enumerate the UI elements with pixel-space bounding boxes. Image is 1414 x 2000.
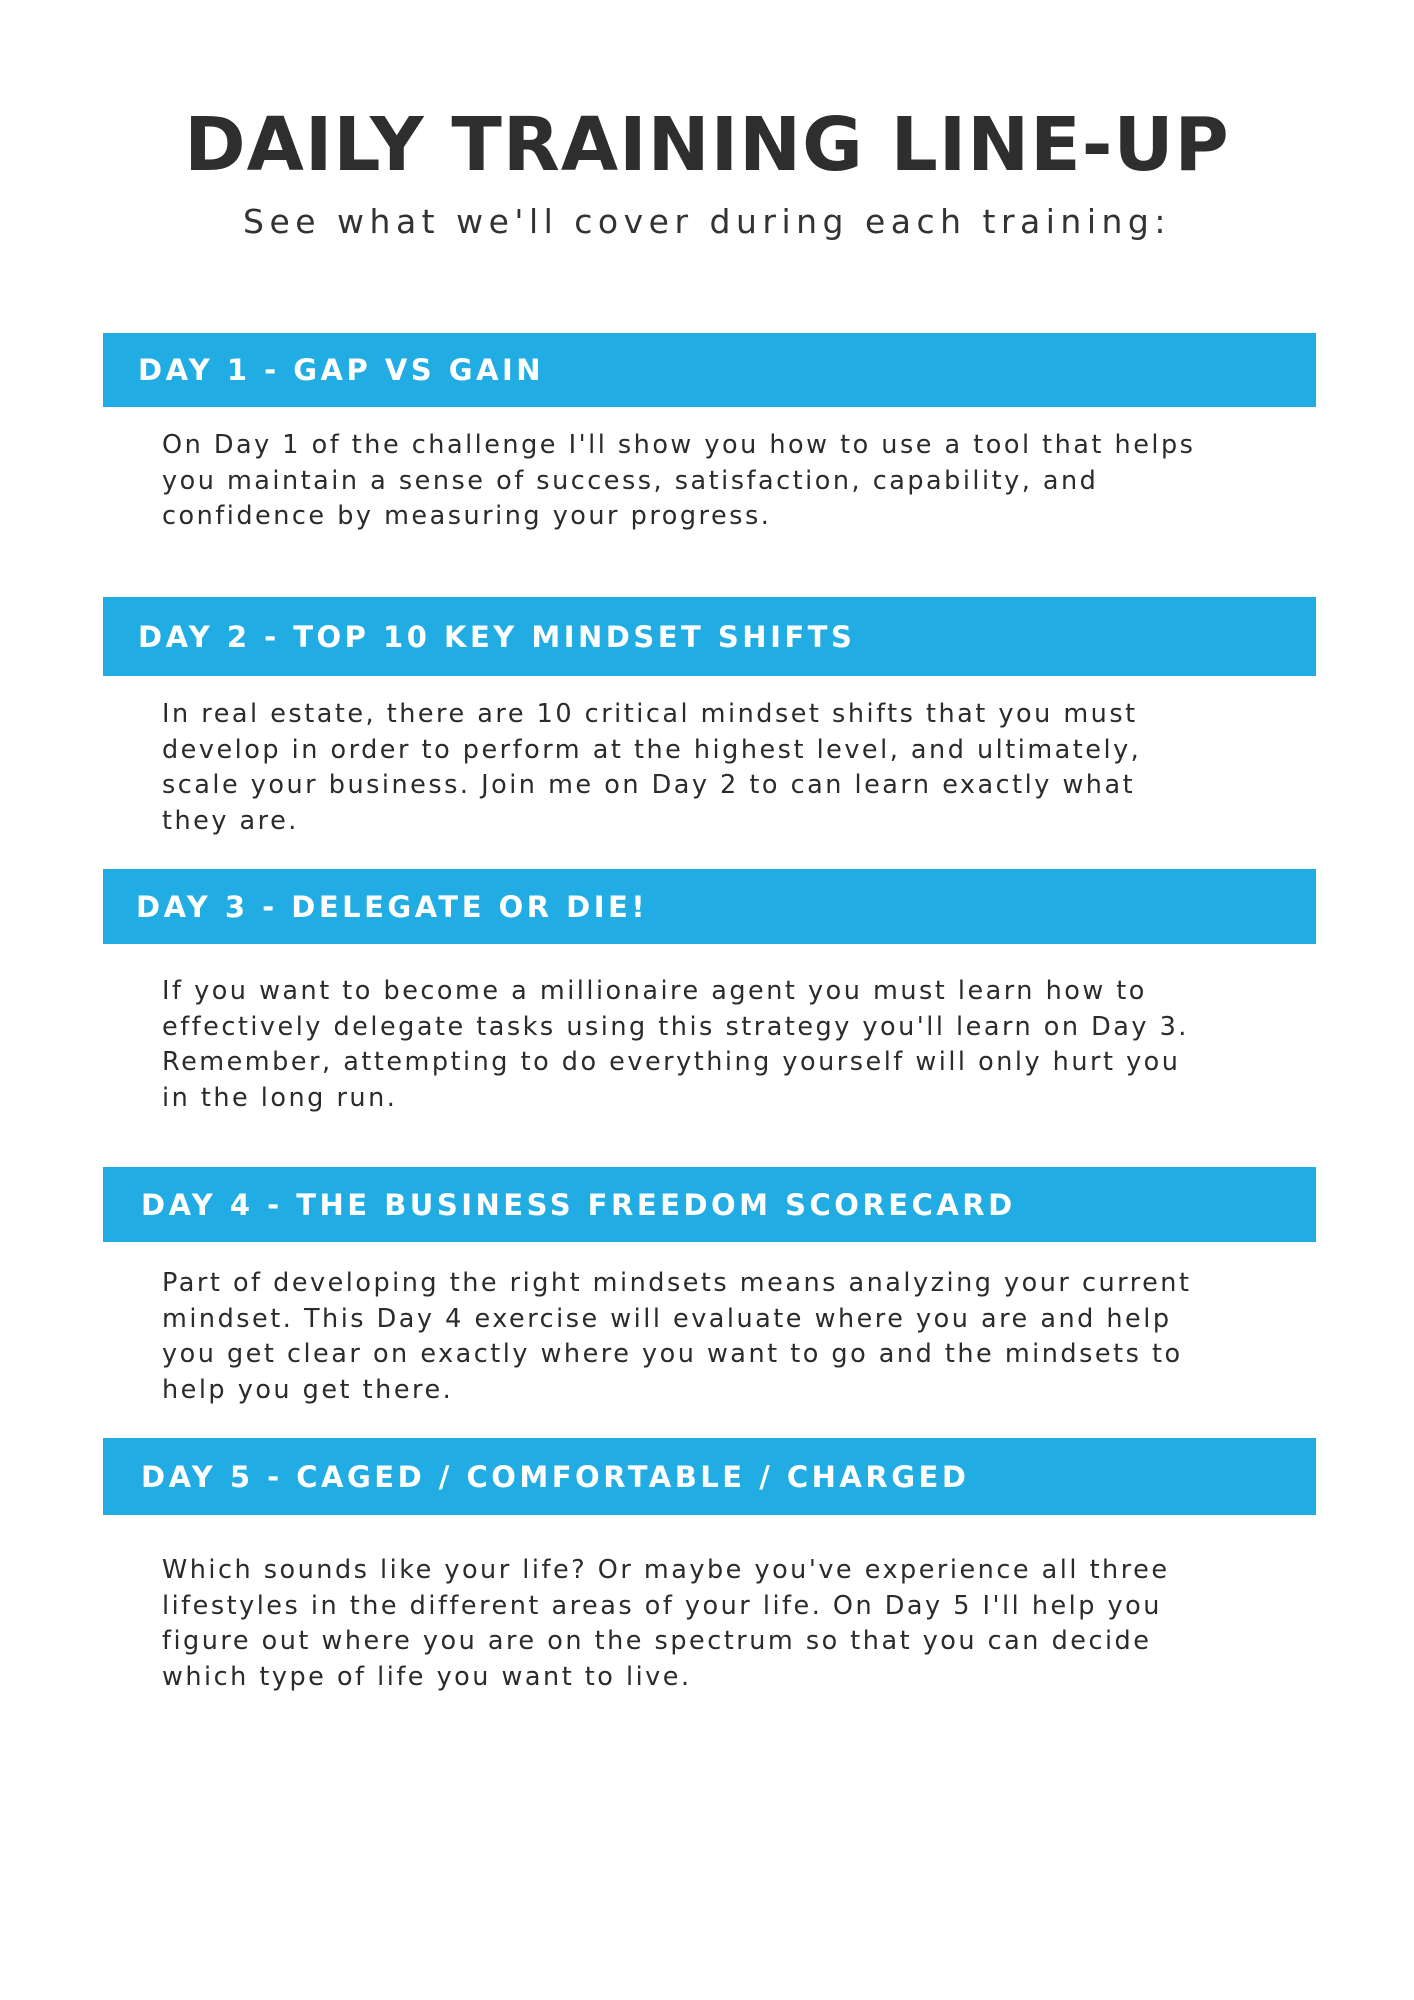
day-3-heading: DAY 3 - DELEGATE OR DIE!: [136, 889, 649, 924]
day-5-description: [162, 1553, 1302, 1695]
day-5-line: which type of life you want to live.: [162, 1661, 692, 1692]
day-3-line: effectively delegate tasks using this strategy you'll learn on Day 3.: [162, 1011, 1189, 1042]
day-4-line: help you get there.: [162, 1374, 454, 1405]
day-4-line: Part of developing the right mindsets means analyzing your current: [162, 1268, 1192, 1298]
day-4-line: mindset. This Day 4 exercise will evaluate where you are and help: [162, 1303, 1172, 1334]
day-2-line: scale your business. Join me on Day 2 to can learn exactly what: [162, 770, 1136, 800]
day-1-header-bar: [103, 333, 1316, 407]
day-5-line: Which sounds like your life? Or maybe you've experience all three: [162, 1555, 1170, 1585]
day-2-line: they are.: [162, 805, 299, 836]
day-3-line: Remember, attempting to do everything yourself will only hurt you: [162, 1047, 1181, 1077]
day-5-header-bar: [103, 1438, 1316, 1515]
day-1-line: On Day 1 of the challenge I'll show you how to use a tool that helps: [162, 430, 1196, 460]
day-4-heading: DAY 4 - THE BUSINESS FREEDOM SCORECARD: [141, 1187, 1016, 1222]
day-2-header-bar: [103, 597, 1316, 676]
day-4-line: you get clear on exactly where you want to go and the mindsets to: [162, 1339, 1183, 1369]
day-1-line: confidence by measuring your progress.: [162, 501, 772, 531]
day-3-header-bar: [103, 869, 1316, 944]
day-5-heading: DAY 5 - CAGED / COMFORTABLE / CHARGED: [141, 1459, 970, 1494]
day-3-description: [162, 974, 1302, 1116]
day-4-header-bar: [103, 1167, 1316, 1242]
page-title: DAILY TRAINING LINE-UP: [184, 102, 1230, 188]
day-3-line: If you want to become a millionaire agent you must learn how to: [162, 976, 1147, 1006]
day-4-description: [162, 1266, 1302, 1408]
page-subtitle: See what we'll cover during each training:: [243, 202, 1171, 241]
day-3-line: in the long run.: [162, 1082, 398, 1113]
day-5-line: lifestyles in the different areas of your life. On Day 5 I'll help you: [162, 1590, 1162, 1621]
day-2-line: In real estate, there are 10 critical mindset shifts that you must: [162, 699, 1138, 729]
day-1-line: you maintain a sense of success, satisfaction, capability, and: [162, 465, 1099, 496]
day-2-heading: DAY 2 - TOP 10 KEY MINDSET SHIFTS: [138, 619, 856, 654]
day-2-description: [162, 697, 1302, 839]
day-2-line: develop in order to perform at the highest level, and ultimately,: [162, 734, 1142, 765]
day-1-heading: DAY 1 - GAP VS GAIN: [138, 353, 545, 387]
day-1-description: [162, 428, 1302, 535]
day-5-line: figure out where you are on the spectrum so that you can decide: [162, 1626, 1152, 1656]
